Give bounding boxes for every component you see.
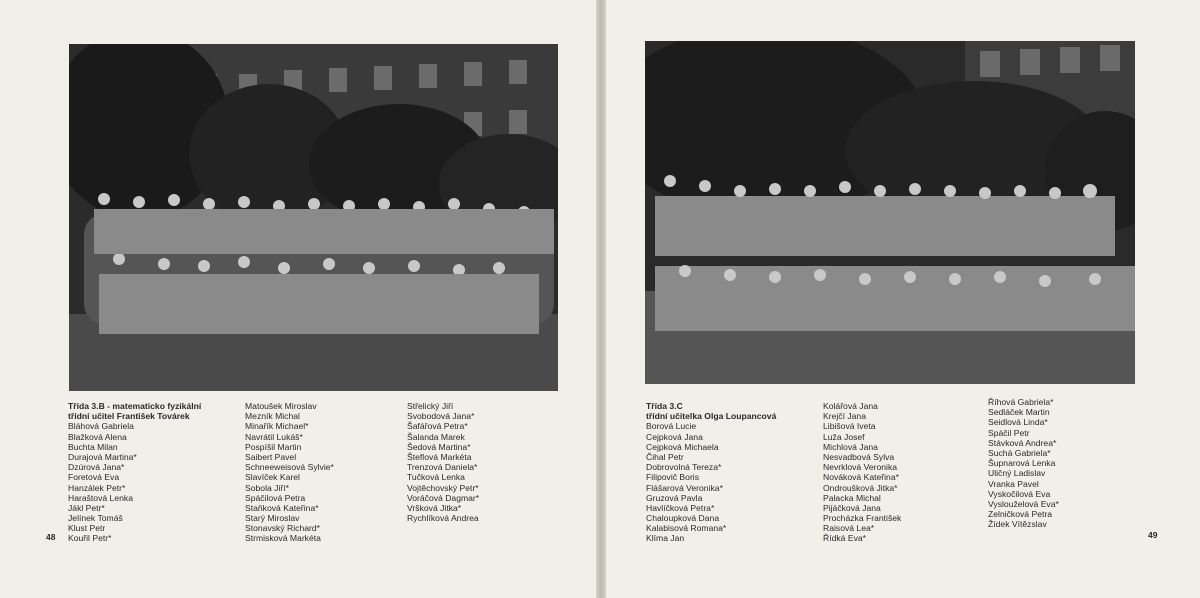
student-name: Bláhová Gabriela [68,421,134,432]
student-name: Haraštová Lenka [68,492,133,503]
student-name: Luža Josef [823,431,865,442]
student-name: Šalanda Marek [407,431,465,442]
class-3c-column-3 [988,397,1059,529]
student-name: Jákl Petr* [68,502,105,513]
student-name: Schneeweisová Sylvie* [245,462,334,473]
class-title: Třída 3.B - matematicko fyzikální [68,401,202,411]
student-name: Uličný Ladislav [988,468,1046,479]
student-name: Spáčil Petr [988,427,1030,438]
student-name: Mezník Michal [245,411,300,422]
student-name: Durajová Martina* [68,451,137,462]
student-name: Šteflová Markéta [407,451,472,462]
student-name: Trenzová Daniela* [407,462,478,473]
student-name: Staňková Kateřina* [245,502,319,513]
student-name: Kalabisová Romana* [646,523,727,534]
student-name: Nováková Kateřina* [823,472,899,483]
page-number-left: 48 [46,532,56,542]
student-name: Vršková Jitka* [407,502,462,513]
class-title: Třída 3.C [646,401,683,411]
student-name: Klust Petr [68,523,106,534]
student-name: Blažková Alena [68,431,127,442]
class-teacher: třídní učitel František Továrek [68,411,190,422]
student-name: Kolářová Jana [823,401,878,411]
student-name: Slavíček Karel [245,472,300,483]
student-name: Sedláček Martin [988,407,1050,418]
class-3c-column-1 [646,401,776,544]
student-name: Procházka František [823,513,902,524]
student-name: Flášarová Veronika* [646,482,723,493]
student-name: Seidlová Linda* [988,417,1048,428]
student-name: Minařík Michael* [245,421,309,432]
student-name: Šupnarová Lenka [988,458,1056,469]
student-name: Filipovič Boris [646,472,700,483]
class-teacher: třídní učitelka Olga Loupancová [646,411,777,422]
class-3b-column-3 [407,401,479,523]
student-name: Cejpková Michaela [646,441,719,452]
student-name: Foretová Eva [68,472,120,483]
student-name: Borová Lucie [646,421,697,432]
student-name: Krejčí Jana [823,411,866,422]
student-name: Stávková Andrea* [988,437,1057,448]
student-name: Šedová Martina* [407,441,471,452]
class-3c-column-2 [823,401,901,544]
student-name: Klíma Jan [646,533,685,544]
book-gutter [596,0,606,598]
student-name: Čihal Petr [646,451,684,462]
student-name: Ondroušková Jitka* [823,482,898,493]
student-name: Šafářová Petra* [407,421,468,432]
student-name: Nevrklová Veronika [823,462,898,473]
student-name: Michlová Jana [823,441,878,452]
student-name: Havlíčková Petra* [646,502,715,513]
student-name: Strmisková Markéta [245,533,321,544]
student-name: Starý Miroslav [245,513,300,524]
student-name: Nesvadbová Sylva [823,451,895,462]
student-name: Vranka Pavel [988,478,1039,489]
student-name: Říhová Gabriela* [988,397,1054,407]
student-name: Pospíšil Martin [245,441,302,452]
student-name: Stonavský Richard* [245,523,320,534]
student-name: Chaloupková Dana [646,513,720,524]
student-name: Pijáčková Jana [823,502,881,513]
student-name: Gruzová Pavla [646,492,703,503]
student-name: Žídek Vítězslav [988,519,1047,530]
student-name: Zelničková Petra [988,509,1053,520]
class-3b-photo [69,44,558,391]
student-name: Suchá Gabriela* [988,447,1051,458]
student-name: Libišová Iveta [823,421,876,432]
class-3c-photo [645,41,1135,384]
student-name: Vojtěchovský Petr* [407,482,479,493]
student-name: Matoušek Miroslav [245,401,317,411]
class-3b-column-2 [245,401,334,544]
student-name: Hanzálek Petr* [68,482,126,493]
student-name: Raisová Lea* [823,523,875,534]
student-name: Navrátil Lukáš* [245,431,303,442]
student-name: Kouřil Petr* [68,533,112,544]
student-name: Palacka Michal [823,492,881,503]
student-name: Buchta Milan [68,441,118,452]
student-name: Rychlíková Andrea [407,513,479,524]
student-name: Saibert Pavel [245,451,297,462]
class-3b-column-1 [68,401,201,544]
student-name: Vyslouželová Eva* [988,498,1059,509]
student-name: Řídká Eva* [823,533,866,544]
student-name: Dobrovolná Tereza* [646,462,722,473]
student-name: Tučková Lenka [407,472,465,483]
student-name: Cejpková Jana [646,431,703,442]
student-name: Voráčová Dagmar* [407,492,480,503]
student-name: Jelínek Tomáš [68,513,123,524]
student-name: Dzúrová Jana* [68,462,125,473]
student-name: Spáčilová Petra [245,492,306,503]
student-name: Sobola Jiří* [245,482,289,493]
student-name: Vyskočilová Eva [988,488,1051,499]
student-name: Střelický Jiří [407,401,454,411]
student-name: Svobodová Jana* [407,411,475,422]
page-number-right: 49 [1148,530,1158,540]
